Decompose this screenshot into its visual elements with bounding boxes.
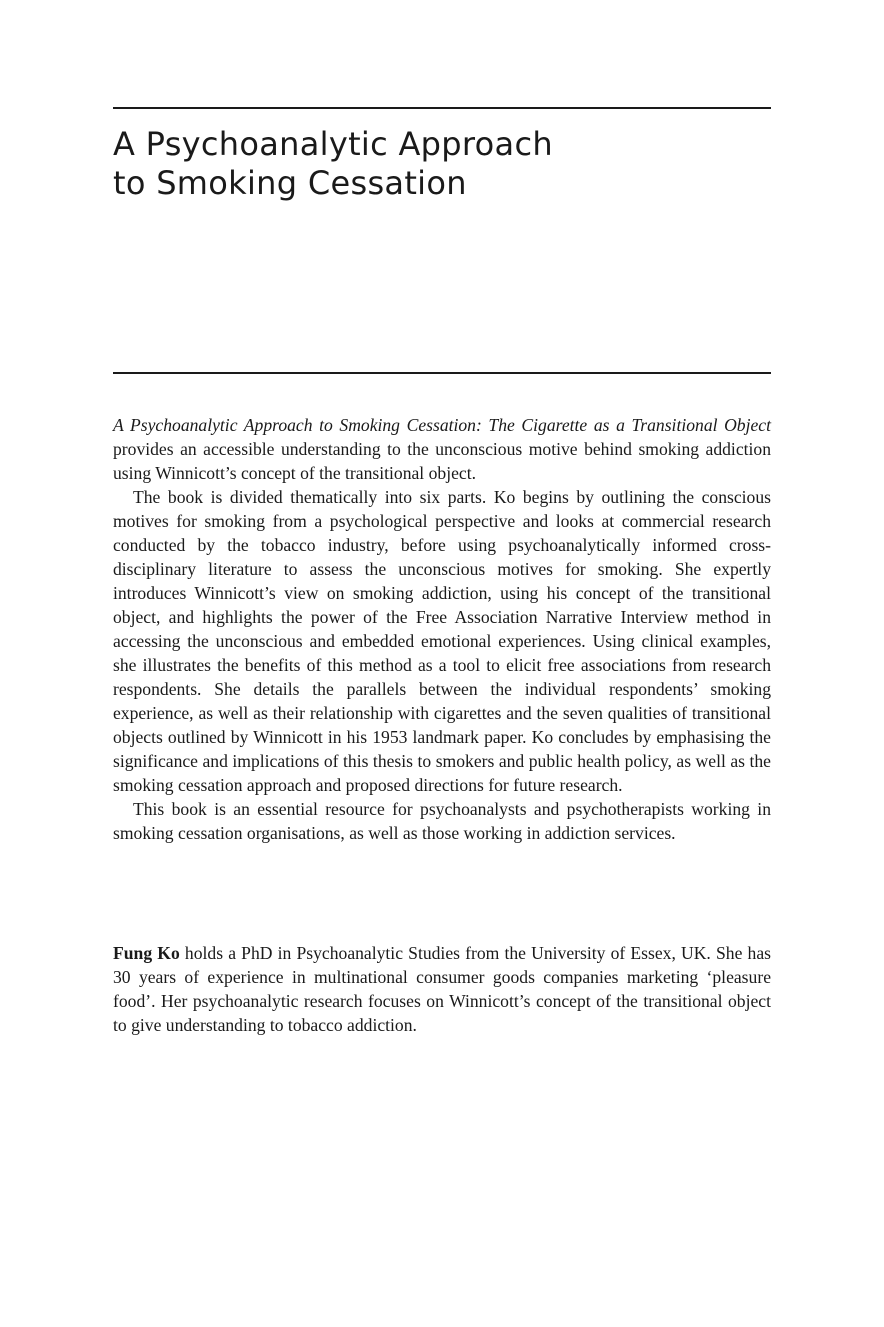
title-line-1: A Psychoanalytic Approach [113,125,553,163]
author-bio-text: holds a PhD in Psychoanalytic Studies from the University of Essex, UK. She has 30 years of experience in multinational consumer goods companies marketing ‘pleasure food’. Her psychoanalytic research focuses on Winnicott’s concept of the transitional object to give understanding to tobacco addiction. [113,943,771,1035]
description-paragraph-1-text: provides an accessible understanding to the unconscious motive behind smoking addiction using Winnicott’s concept of the transitional object. [113,439,771,483]
description-paragraph-1 [113,413,771,485]
description-paragraph-2: The book is divided thematically into six parts. Ko begins by outlining the conscious motives for smoking from a psychological perspective and looks at commercial research conducted by the tobacco industry, before using psychoanalytically informed cross-disciplinary literature to assess the unconscious motives for smoking. She expertly introduces Winnicott’s view on smoking addiction, using his concept of the transitional object, and highlights the power of the Free Association Narrative Interview method in accessing the unconscious and embedded emotional experiences. Using clinical examples, she illustrates the benefits of this method as a tool to elicit free associations from research respondents. She details the parallels between the individual respondents’ smoking experience, as well as their relationship with cigarettes and the seven qualities of transitional objects outlined by Winnicott in his 1953 landmark paper. Ko concludes by emphasising the significance and implications of this thesis to smokers and public health policy, as well as the smoking cessation approach and proposed directions for future research. [113,487,771,795]
book-full-title: A Psychoanalytic Approach to Smoking Cessation: The Cigarette as a Transitional Object [113,415,771,435]
bottom-rule [113,372,771,374]
title-line-2: to Smoking Cessation [113,164,467,202]
book-description [113,413,771,845]
author-bio [113,941,771,1037]
author-name: Fung Ko [113,943,180,963]
book-title [113,125,771,203]
top-rule [113,107,771,109]
description-paragraph-3: This book is an essential resource for psychoanalysts and psychotherapists working in smoking cessation organisations, as well as those working in addiction services. [113,799,771,843]
